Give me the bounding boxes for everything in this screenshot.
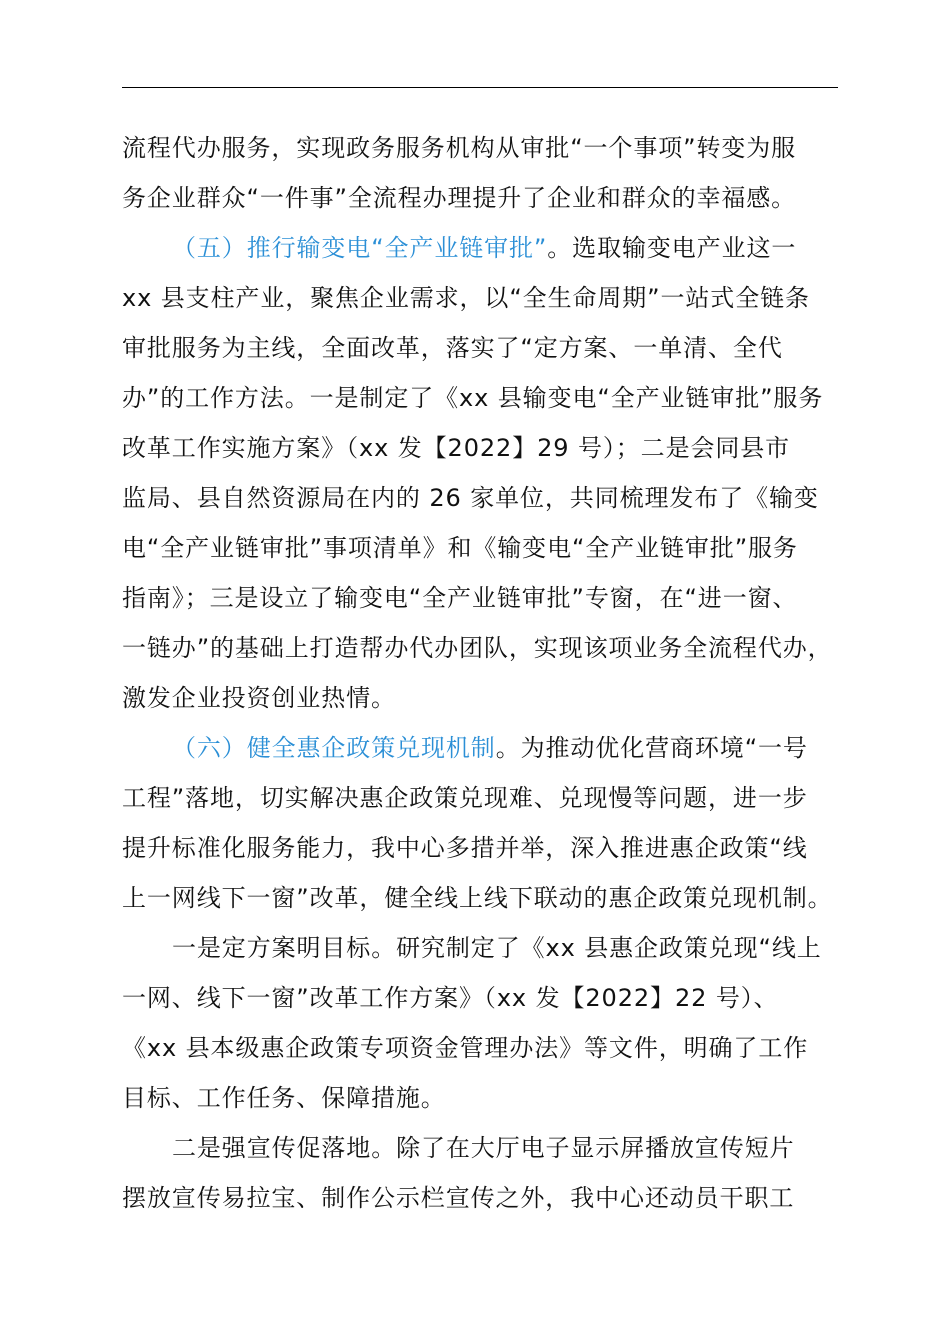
text-line-2: 务企业群众“一件事”全流程办理提升了企业和群众的幸福感。 [122, 184, 797, 212]
text-line-18: 一网、线下一窗”改革工作方案》（xx 发【2022】22 号）、 [122, 984, 779, 1012]
text-line-7: 改革工作实施方案》（xx 发【2022】29 号）；二是会同县市 [122, 434, 791, 462]
text-line-16: 上一网线下一窗”改革，健全线上线下联动的惠企政策兑现机制。 [122, 884, 833, 912]
section-6-line: （六）健全惠企政策兑现机制。为推动优化营商环境“一号 [172, 734, 808, 762]
text-line-15: 提升标准化服务能力，我中心多措并举，深入推进惠企政策“线 [122, 834, 808, 862]
text-line-20: 目标、工作任务、保障措施。 [122, 1084, 446, 1112]
text-line-17: 一是定方案明目标。研究制定了《xx 县惠企政策兑现“线上 [172, 934, 822, 962]
text-line-21: 二是强宣传促落地。除了在大厅电子显示屏播放宣传短片 [172, 1134, 795, 1162]
text-line-9: 电“全产业链审批”事项清单》和《输变电“全产业链审批”服务 [122, 534, 798, 562]
text-line-6: 办”的工作方法。一是制定了《xx 县输变电“全产业链审批”服务 [122, 384, 824, 412]
section-5-heading: （五）推行输变电“全产业链审批” [172, 234, 548, 262]
text-line-12: 激发企业投资创业热情。 [122, 684, 396, 712]
text-line-22: 摆放宣传易拉宝、制作公示栏宣传之外，我中心还动员干职工 [122, 1184, 795, 1212]
text-line-8: 监局、县自然资源局在内的 26 家单位，共同梳理发布了《输变 [122, 484, 819, 512]
text-line-5: 审批服务为主线，全面改革，落实了“定方案、一单清、全代 [122, 334, 783, 362]
section-6-heading: （六）健全惠企政策兑现机制 [172, 734, 496, 762]
text-line-19: 《xx 县本级惠企政策专项资金管理办法》等文件，明确了工作 [122, 1034, 809, 1062]
header-rule [122, 87, 838, 88]
section-5-line: （五）推行输变电“全产业链审批”。选取输变电产业这一 [172, 234, 797, 262]
text-line-4: xx 县支柱产业，聚焦企业需求，以“全生命周期”一站式全链条 [122, 284, 810, 312]
text-line-11: 一链办”的基础上打造帮办代办团队，实现该项业务全流程代办， [122, 634, 833, 662]
text-line-10: 指南》；三是设立了输变电“全产业链审批”专窗，在“进一窗、 [122, 584, 798, 612]
text-line-14: 工程”落地，切实解决惠企政策兑现难、兑现慢等问题，进一步 [122, 784, 808, 812]
text-line-1: 流程代办服务，实现政务服务机构从审批“一个事项”转变为服 [122, 134, 797, 162]
